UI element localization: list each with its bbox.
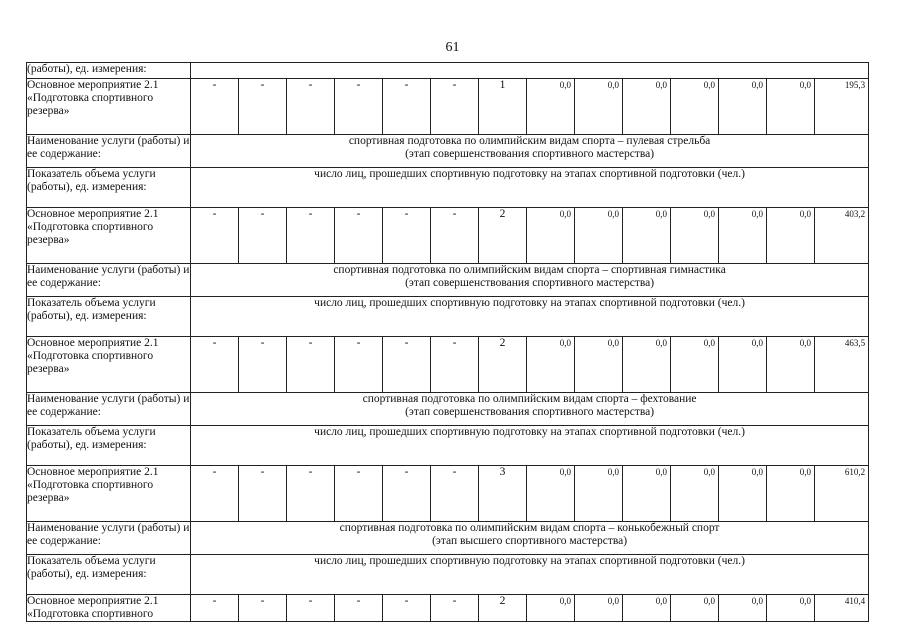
measure-label: Основное мероприятие 2.1 «Подготовка спортивного резерва»	[27, 208, 191, 264]
service-name: спортивная подготовка по олимпийским видам спорта – пулевая стрельба	[348, 135, 711, 147]
value-cell: -	[335, 79, 383, 135]
table-row	[27, 168, 869, 208]
value-cell: -	[383, 595, 431, 622]
value-cell: -	[287, 337, 335, 393]
measure-label: Основное мероприятие 2.1 «Подготовка спортивного	[27, 595, 191, 622]
value-cell: 0,0	[767, 466, 815, 522]
value-cell: -	[431, 466, 479, 522]
value-cell: -	[287, 595, 335, 622]
total-value-cell: 410,4	[815, 595, 869, 622]
value-cell: -	[383, 466, 431, 522]
value-cell: 0,0	[671, 208, 719, 264]
value-cell: -	[191, 208, 239, 264]
value-cell: 0,0	[767, 208, 815, 264]
value-cell: 0,0	[671, 337, 719, 393]
value-cell: 0,0	[671, 466, 719, 522]
value-cell: -	[287, 208, 335, 264]
value-cell: -	[431, 208, 479, 264]
service-label: Наименование услуги (работы) и ее содержание:	[27, 264, 191, 297]
value-cell: 0,0	[719, 208, 767, 264]
page-number: 61	[445, 40, 460, 55]
service-stage: (этап совершенствования спортивного мастерства)	[405, 406, 655, 418]
value-cell: 2	[479, 337, 527, 393]
indicator-label: Показатель объема услуги (работы), ед. измерения:	[27, 555, 191, 595]
service-name: спортивная подготовка по олимпийским видам спорта – спортивная гимнастика	[333, 264, 726, 276]
table-row	[27, 63, 869, 79]
value-cell: -	[287, 466, 335, 522]
value-cell: 0,0	[767, 595, 815, 622]
table-row	[27, 426, 869, 466]
value-cell: 0,0	[623, 337, 671, 393]
value-cell: 2	[479, 595, 527, 622]
table-row	[27, 208, 869, 264]
measure-label: Основное мероприятие 2.1 «Подготовка спортивного резерва»	[27, 79, 191, 135]
indicator-label: Показатель объема услуги (работы), ед. измерения:	[27, 297, 191, 337]
indicator-label: Показатель объема услуги (работы), ед. измерения:	[27, 426, 191, 466]
value-cell: 0,0	[623, 79, 671, 135]
table-row	[27, 466, 869, 522]
service-content	[191, 264, 869, 297]
value-cell: -	[191, 337, 239, 393]
indicator-content: число лиц, прошедших спортивную подготовку на этапах спортивной подготовки (чел.)	[191, 168, 869, 208]
service-name: спортивная подготовка по олимпийским видам спорта – фехтование	[362, 393, 697, 405]
value-cell: -	[239, 466, 287, 522]
value-cell: 0,0	[623, 208, 671, 264]
value-cell: 0,0	[719, 466, 767, 522]
value-cell: -	[431, 595, 479, 622]
service-content	[191, 135, 869, 168]
value-cell: -	[383, 208, 431, 264]
value-cell: 0,0	[623, 466, 671, 522]
value-cell: -	[335, 595, 383, 622]
program-table	[26, 62, 869, 622]
total-value-cell: 403,2	[815, 208, 869, 264]
value-cell: -	[335, 208, 383, 264]
value-cell: 0,0	[719, 79, 767, 135]
indicator-label: Показатель объема услуги (работы), ед. измерения:	[27, 168, 191, 208]
total-value-cell: 195,3	[815, 79, 869, 135]
service-label: Наименование услуги (работы) и ее содержание:	[27, 135, 191, 168]
indicator-label: (работы), ед. измерения:	[27, 63, 191, 79]
value-cell: 0,0	[527, 79, 575, 135]
table-row	[27, 393, 869, 426]
value-cell: 0,0	[767, 337, 815, 393]
value-cell: 0,0	[527, 466, 575, 522]
service-content	[191, 393, 869, 426]
indicator-content	[191, 63, 869, 79]
value-cell: -	[239, 595, 287, 622]
table-row	[27, 337, 869, 393]
indicator-content: число лиц, прошедших спортивную подготовку на этапах спортивной подготовки (чел.)	[191, 297, 869, 337]
value-cell: -	[431, 337, 479, 393]
value-cell: 0,0	[671, 595, 719, 622]
value-cell: 0,0	[623, 595, 671, 622]
value-cell: -	[287, 79, 335, 135]
value-cell: -	[383, 79, 431, 135]
value-cell: 0,0	[575, 79, 623, 135]
service-stage: (этап совершенствования спортивного мастерства)	[405, 277, 655, 289]
value-cell: -	[239, 79, 287, 135]
value-cell: 0,0	[767, 79, 815, 135]
service-name: спортивная подготовка по олимпийским видам спорта – конькобежный спорт	[339, 522, 720, 534]
value-cell: -	[239, 337, 287, 393]
value-cell: -	[191, 595, 239, 622]
value-cell: 0,0	[527, 208, 575, 264]
value-cell: -	[431, 79, 479, 135]
value-cell: -	[335, 466, 383, 522]
value-cell: 0,0	[575, 466, 623, 522]
measure-label: Основное мероприятие 2.1 «Подготовка спортивного резерва»	[27, 337, 191, 393]
value-cell: 0,0	[719, 337, 767, 393]
table-row	[27, 555, 869, 595]
total-value-cell: 610,2	[815, 466, 869, 522]
value-cell: 0,0	[527, 337, 575, 393]
value-cell: -	[383, 337, 431, 393]
value-cell: 2	[479, 208, 527, 264]
value-cell: -	[191, 79, 239, 135]
total-value-cell: 463,5	[815, 337, 869, 393]
value-cell: 0,0	[575, 208, 623, 264]
value-cell: 3	[479, 466, 527, 522]
table-row	[27, 79, 869, 135]
table-row	[27, 595, 869, 622]
measure-label: Основное мероприятие 2.1 «Подготовка спортивного резерва»	[27, 466, 191, 522]
table-row	[27, 264, 869, 297]
service-stage: (этап высшего спортивного мастерства)	[432, 535, 628, 547]
service-content	[191, 522, 869, 555]
value-cell: 0,0	[527, 595, 575, 622]
value-cell: -	[335, 337, 383, 393]
service-label: Наименование услуги (работы) и ее содержание:	[27, 393, 191, 426]
table-row	[27, 522, 869, 555]
value-cell: -	[239, 208, 287, 264]
table-row	[27, 297, 869, 337]
value-cell: 0,0	[719, 595, 767, 622]
value-cell: -	[191, 466, 239, 522]
value-cell: 0,0	[575, 595, 623, 622]
table-row	[27, 135, 869, 168]
service-label: Наименование услуги (работы) и ее содержание:	[27, 522, 191, 555]
value-cell: 0,0	[671, 79, 719, 135]
value-cell: 1	[479, 79, 527, 135]
indicator-content: число лиц, прошедших спортивную подготовку на этапах спортивной подготовки (чел.)	[191, 426, 869, 466]
service-stage: (этап совершенствования спортивного мастерства)	[405, 148, 655, 160]
indicator-content: число лиц, прошедших спортивную подготовку на этапах спортивной подготовки (чел.)	[191, 555, 869, 595]
value-cell: 0,0	[575, 337, 623, 393]
